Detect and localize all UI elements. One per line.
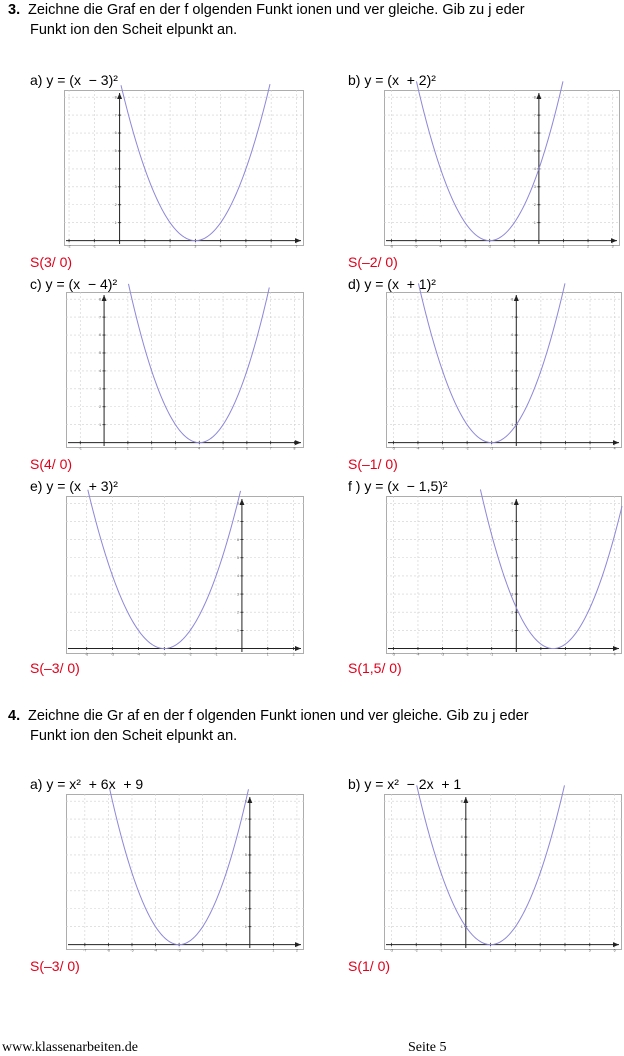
- y-tick-label: 5: [511, 555, 514, 560]
- y-tick-label: 7: [99, 315, 102, 320]
- x-tick-label: -3: [177, 948, 181, 953]
- vertex-answer: S(–3/ 0): [30, 958, 80, 974]
- x-tick-label: -3: [440, 446, 445, 451]
- y-tick-label: 3: [114, 185, 117, 190]
- task-4-heading: [8, 706, 529, 746]
- y-tick-label: 4: [99, 369, 102, 374]
- x-tick-label: 2: [292, 652, 295, 657]
- y-tick-label: 4: [511, 369, 514, 374]
- task-3-heading: [8, 0, 525, 40]
- plot-frame: [385, 795, 622, 950]
- task-number: 4.: [8, 708, 21, 724]
- x-tick-label: -4: [153, 948, 158, 953]
- x-tick-label: 3: [194, 244, 197, 249]
- problem-label: d) y = (x + 1)²: [348, 276, 436, 292]
- x-tick-label: -1: [224, 948, 228, 953]
- x-tick-label: 5: [588, 948, 591, 953]
- x-tick-label: 3: [611, 244, 614, 249]
- y-tick-label: 5: [511, 351, 514, 356]
- parabola-graph-f: [386, 496, 622, 657]
- task-text-line-1: Zeichne die Graf en der f olgenden Funkt ionen und ver gleiche. Gib zu j eder: [28, 2, 525, 18]
- y-tick-label: 2: [114, 202, 117, 207]
- y-tick-label: 2: [511, 610, 514, 615]
- y-tick-label: 1: [511, 422, 514, 427]
- x-tick-label: 2: [169, 244, 172, 249]
- x-tick-label: -2: [201, 948, 205, 953]
- footer-website: www.klassenarbeiten.de: [2, 1040, 138, 1055]
- x-tick-label: -1: [490, 446, 494, 451]
- y-tick-label: 6: [236, 537, 239, 542]
- problem-label: a) y = x² + 6x + 9: [30, 776, 144, 792]
- x-tick-label: -5: [414, 244, 418, 249]
- y-tick-label: 3: [533, 185, 536, 190]
- problem-label: e) y = (x + 3)²: [30, 478, 118, 494]
- x-tick-label: -1: [490, 652, 494, 657]
- y-tick-label: 1: [460, 924, 463, 929]
- y-tick-label: 1: [511, 628, 514, 633]
- x-tick-label: 1: [562, 244, 565, 249]
- x-tick-label: -3: [162, 652, 166, 657]
- y-tick-label: 8: [99, 297, 102, 302]
- x-tick-label: 4: [198, 446, 201, 451]
- x-tick-label: -2: [414, 948, 418, 953]
- plot-frame: [67, 293, 304, 448]
- y-tick-label: 8: [114, 95, 117, 100]
- y-tick-label: 6: [533, 131, 536, 136]
- x-tick-label: 3: [589, 652, 592, 657]
- plot-frame: [385, 91, 620, 246]
- x-tick-label: 6: [245, 446, 248, 451]
- task-number: 3.: [8, 2, 21, 18]
- x-tick-label: -1: [512, 244, 516, 249]
- plot-frame: [67, 795, 304, 950]
- y-tick-label: 8: [236, 501, 239, 506]
- y-tick-label: 5: [236, 555, 239, 560]
- parabola-graph-d: [386, 292, 622, 451]
- y-tick-label: 7: [244, 817, 247, 822]
- x-tick-label: -4: [416, 652, 420, 657]
- y-tick-label: 3: [460, 889, 463, 894]
- x-tick-label: -7: [83, 948, 87, 953]
- x-tick-label: 4: [564, 948, 566, 953]
- parabola-graph-e: [66, 496, 304, 657]
- x-tick-label: 1: [539, 652, 542, 657]
- y-tick-label: 2: [460, 906, 463, 911]
- x-tick-label: 1: [272, 948, 275, 953]
- parabola-graph-4b: [384, 794, 622, 953]
- parabola-graph-a: [64, 90, 304, 249]
- y-tick-label: 2: [511, 404, 514, 409]
- x-tick-label: 3: [539, 948, 542, 953]
- x-tick-label: 8: [293, 446, 296, 451]
- footer-page-number: Seite 5: [408, 1040, 447, 1055]
- y-tick-label: 7: [236, 519, 239, 524]
- x-tick-label: -4: [136, 652, 140, 657]
- x-tick-label: -4: [416, 446, 420, 451]
- vertex-answer: S(3/ 0): [30, 254, 73, 270]
- x-tick-label: 2: [564, 652, 567, 657]
- y-tick-label: 7: [114, 113, 117, 118]
- y-tick-label: 6: [244, 835, 247, 840]
- y-tick-label: 2: [236, 610, 239, 615]
- x-tick-label: 3: [174, 446, 177, 451]
- task-text-line-2: Funkt ion den Scheit elpunkt an.: [30, 728, 238, 744]
- y-tick-label: 1: [99, 422, 102, 427]
- task-text-line-2: Funkt ion den Scheit elpunkt an.: [30, 22, 238, 38]
- y-tick-label: 1: [114, 220, 117, 225]
- y-tick-label: 4: [244, 871, 247, 876]
- x-tick-label: -2: [465, 446, 469, 451]
- x-tick-label: 5: [222, 446, 225, 451]
- y-tick-label: 7: [460, 817, 463, 822]
- x-tick-label: 1: [266, 652, 269, 657]
- x-tick-label: -5: [130, 948, 134, 953]
- x-tick-label: 1: [539, 446, 542, 451]
- x-tick-label: 5: [244, 244, 247, 249]
- y-tick-label: 8: [511, 297, 514, 302]
- x-tick-label: -4: [438, 244, 443, 249]
- problem-label: c) y = (x − 4)²: [30, 276, 118, 292]
- x-tick-label: 4: [613, 446, 616, 451]
- x-tick-label: 2: [587, 244, 590, 249]
- x-tick-label: 6: [613, 948, 616, 953]
- x-tick-label: 7: [295, 244, 298, 249]
- parabola-graph-b: [384, 90, 620, 249]
- x-tick-label: -3: [463, 244, 467, 249]
- x-tick-label: 1: [143, 244, 146, 249]
- x-tick-label: -2: [488, 244, 492, 249]
- x-tick-label: -6: [106, 948, 110, 953]
- problem-label: b) y = x² − 2x + 1: [348, 776, 462, 792]
- x-tick-label: -6: [389, 244, 393, 249]
- y-tick-label: 7: [511, 519, 514, 524]
- x-tick-label: 2: [295, 948, 298, 953]
- x-tick-label: 2: [564, 446, 567, 451]
- y-tick-label: 4: [460, 871, 463, 876]
- y-tick-label: 4: [511, 574, 514, 579]
- task-text-line-1: Zeichne die Gr af en der f olgenden Funkt ionen und ver gleiche. Gib zu j eder: [28, 708, 529, 724]
- x-tick-label: -5: [111, 652, 115, 657]
- y-tick-label: 3: [244, 889, 247, 894]
- x-tick-label: 2: [514, 948, 517, 953]
- x-tick-label: -1: [439, 948, 443, 953]
- x-tick-label: -3: [389, 948, 393, 953]
- y-tick-label: 5: [114, 149, 117, 154]
- parabola-graph-c: [66, 292, 304, 451]
- x-tick-label: 4: [219, 244, 222, 249]
- vertex-answer: S(4/ 0): [30, 456, 73, 472]
- y-tick-label: 6: [114, 131, 117, 136]
- y-tick-label: 1: [244, 924, 247, 929]
- problem-label: a) y = (x − 3)²: [30, 72, 118, 88]
- x-tick-label: -5: [391, 446, 395, 451]
- y-tick-label: 3: [511, 592, 514, 597]
- problem-label: f ) y = (x − 1,5)²: [348, 478, 448, 494]
- x-tick-label: -1: [92, 244, 96, 249]
- x-tick-label: -6: [85, 652, 89, 657]
- y-tick-label: 8: [533, 95, 536, 100]
- x-tick-label: 6: [270, 244, 273, 249]
- y-tick-label: 7: [533, 113, 536, 118]
- x-tick-label: -1: [78, 446, 82, 451]
- x-tick-label: 2: [150, 446, 153, 451]
- y-tick-label: 5: [244, 853, 247, 858]
- y-tick-label: 5: [460, 853, 463, 858]
- y-tick-label: 2: [533, 202, 536, 207]
- x-tick-label: 1: [489, 948, 492, 953]
- y-tick-label: 2: [244, 906, 247, 911]
- y-tick-label: 3: [511, 387, 514, 392]
- vertex-answer: S(1,5/ 0): [348, 660, 402, 676]
- y-tick-label: 3: [99, 387, 102, 392]
- y-tick-label: 2: [99, 404, 102, 409]
- y-tick-label: 1: [533, 220, 536, 225]
- y-tick-label: 8: [460, 799, 463, 804]
- y-tick-label: 6: [99, 333, 102, 338]
- vertex-answer: S(–2/ 0): [348, 254, 398, 270]
- y-tick-label: 4: [236, 574, 239, 579]
- x-tick-label: -2: [188, 652, 192, 657]
- x-tick-label: -1: [214, 652, 218, 657]
- plot-frame: [65, 91, 304, 246]
- y-tick-label: 5: [99, 351, 102, 356]
- x-tick-label: -2: [465, 652, 469, 657]
- y-tick-label: 7: [511, 315, 514, 320]
- x-tick-label: 1: [126, 446, 129, 451]
- problem-label: b) y = (x + 2)²: [348, 72, 436, 88]
- y-tick-label: 6: [511, 537, 514, 542]
- y-tick-label: 6: [460, 835, 463, 840]
- y-tick-label: 4: [114, 167, 117, 172]
- y-tick-label: 6: [511, 333, 514, 338]
- x-tick-label: 4: [613, 652, 616, 657]
- x-tick-label: 3: [589, 446, 592, 451]
- x-tick-label: -5: [391, 652, 395, 657]
- x-tick-label: 7: [269, 446, 272, 451]
- parabola-graph-4a: [66, 794, 304, 953]
- x-tick-label: -3: [440, 652, 445, 657]
- vertex-answer: S(–1/ 0): [348, 456, 398, 472]
- vertex-answer: S(1/ 0): [348, 958, 391, 974]
- y-tick-label: 5: [533, 149, 536, 154]
- y-tick-label: 4: [533, 167, 536, 172]
- y-tick-label: 3: [236, 592, 239, 597]
- vertex-answer: S(–3/ 0): [30, 660, 80, 676]
- y-tick-label: 8: [511, 501, 514, 506]
- y-tick-label: 8: [244, 799, 247, 804]
- y-tick-label: 1: [236, 628, 239, 633]
- x-tick-label: -2: [67, 244, 71, 249]
- plot-frame: [387, 293, 622, 448]
